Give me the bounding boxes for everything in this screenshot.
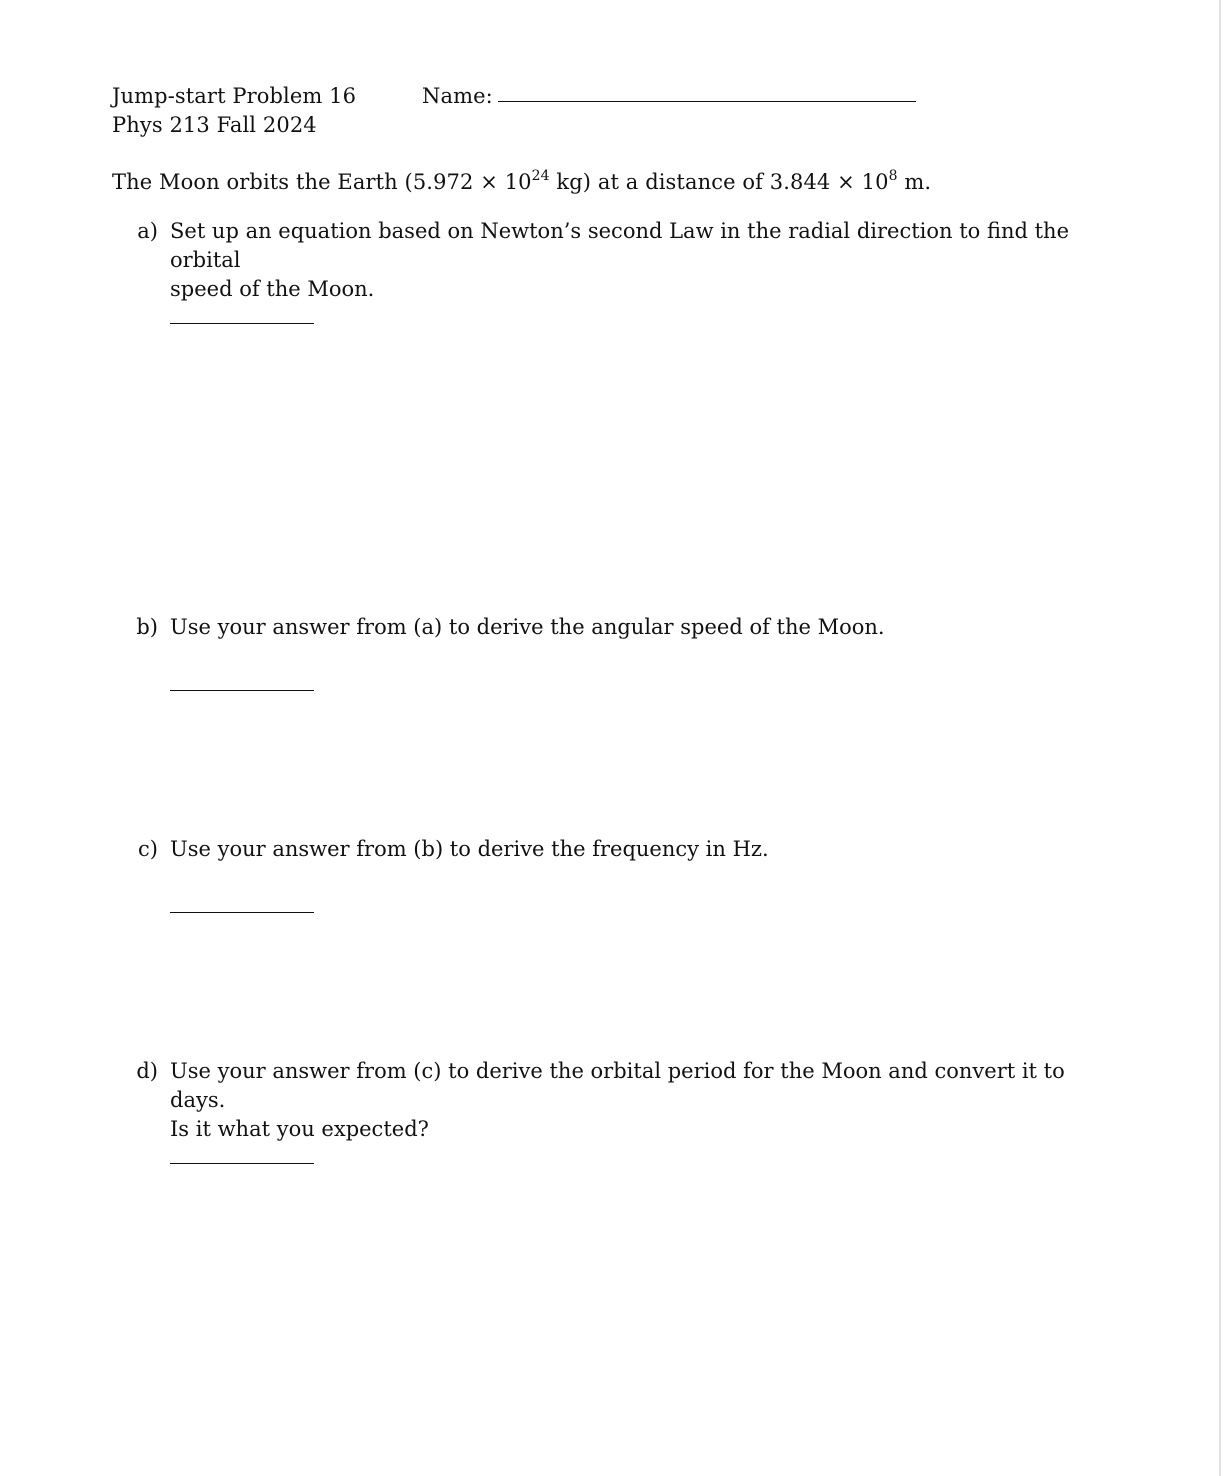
problem-title: Jump-start Problem 16: [112, 84, 357, 108]
statement-text-2: kg) at a distance of 3.844 × 10: [549, 170, 889, 194]
question-d-line-2: Is it what you expected?: [170, 1117, 429, 1141]
question-a-line-1: Set up an equation based on Newton’s second Law in the radial direction to find the orbital: [170, 219, 1070, 272]
question-b-label: b): [136, 615, 158, 639]
question-d-line-1: Use your answer from (c) to derive the orbital period for the Moon and convert it to days.: [170, 1059, 1065, 1112]
name-label: Name:: [422, 84, 493, 108]
question-b-text: [170, 613, 1110, 642]
course-label: Phys 213 Fall 2024: [112, 113, 317, 137]
mass-exponent: 24: [531, 168, 550, 184]
question-a-text: [170, 217, 1110, 304]
problem-statement: [112, 168, 931, 197]
answer-d-blank[interactable]: [170, 1163, 314, 1164]
name-field-underline[interactable]: [498, 101, 916, 102]
answer-b-blank[interactable]: [170, 690, 314, 691]
question-b-line-1: Use your answer from (a) to derive the angular speed of the Moon.: [170, 615, 885, 639]
question-c-label: c): [138, 837, 158, 861]
page-edge: [1219, 0, 1221, 1476]
question-a-label: a): [137, 219, 158, 243]
question-c-text: [170, 835, 1110, 864]
answer-c-blank[interactable]: [170, 912, 314, 913]
question-d-label: d): [136, 1059, 158, 1083]
statement-text-1: The Moon orbits the Earth (5.972 × 10: [112, 170, 532, 194]
statement-text-3: m.: [897, 170, 932, 194]
answer-a-blank[interactable]: [170, 323, 314, 324]
question-c-line-1: Use your answer from (b) to derive the frequency in Hz.: [170, 837, 769, 861]
distance-exponent: 8: [888, 168, 898, 184]
question-d-text: [170, 1057, 1110, 1144]
question-a-line-2: speed of the Moon.: [170, 277, 375, 301]
